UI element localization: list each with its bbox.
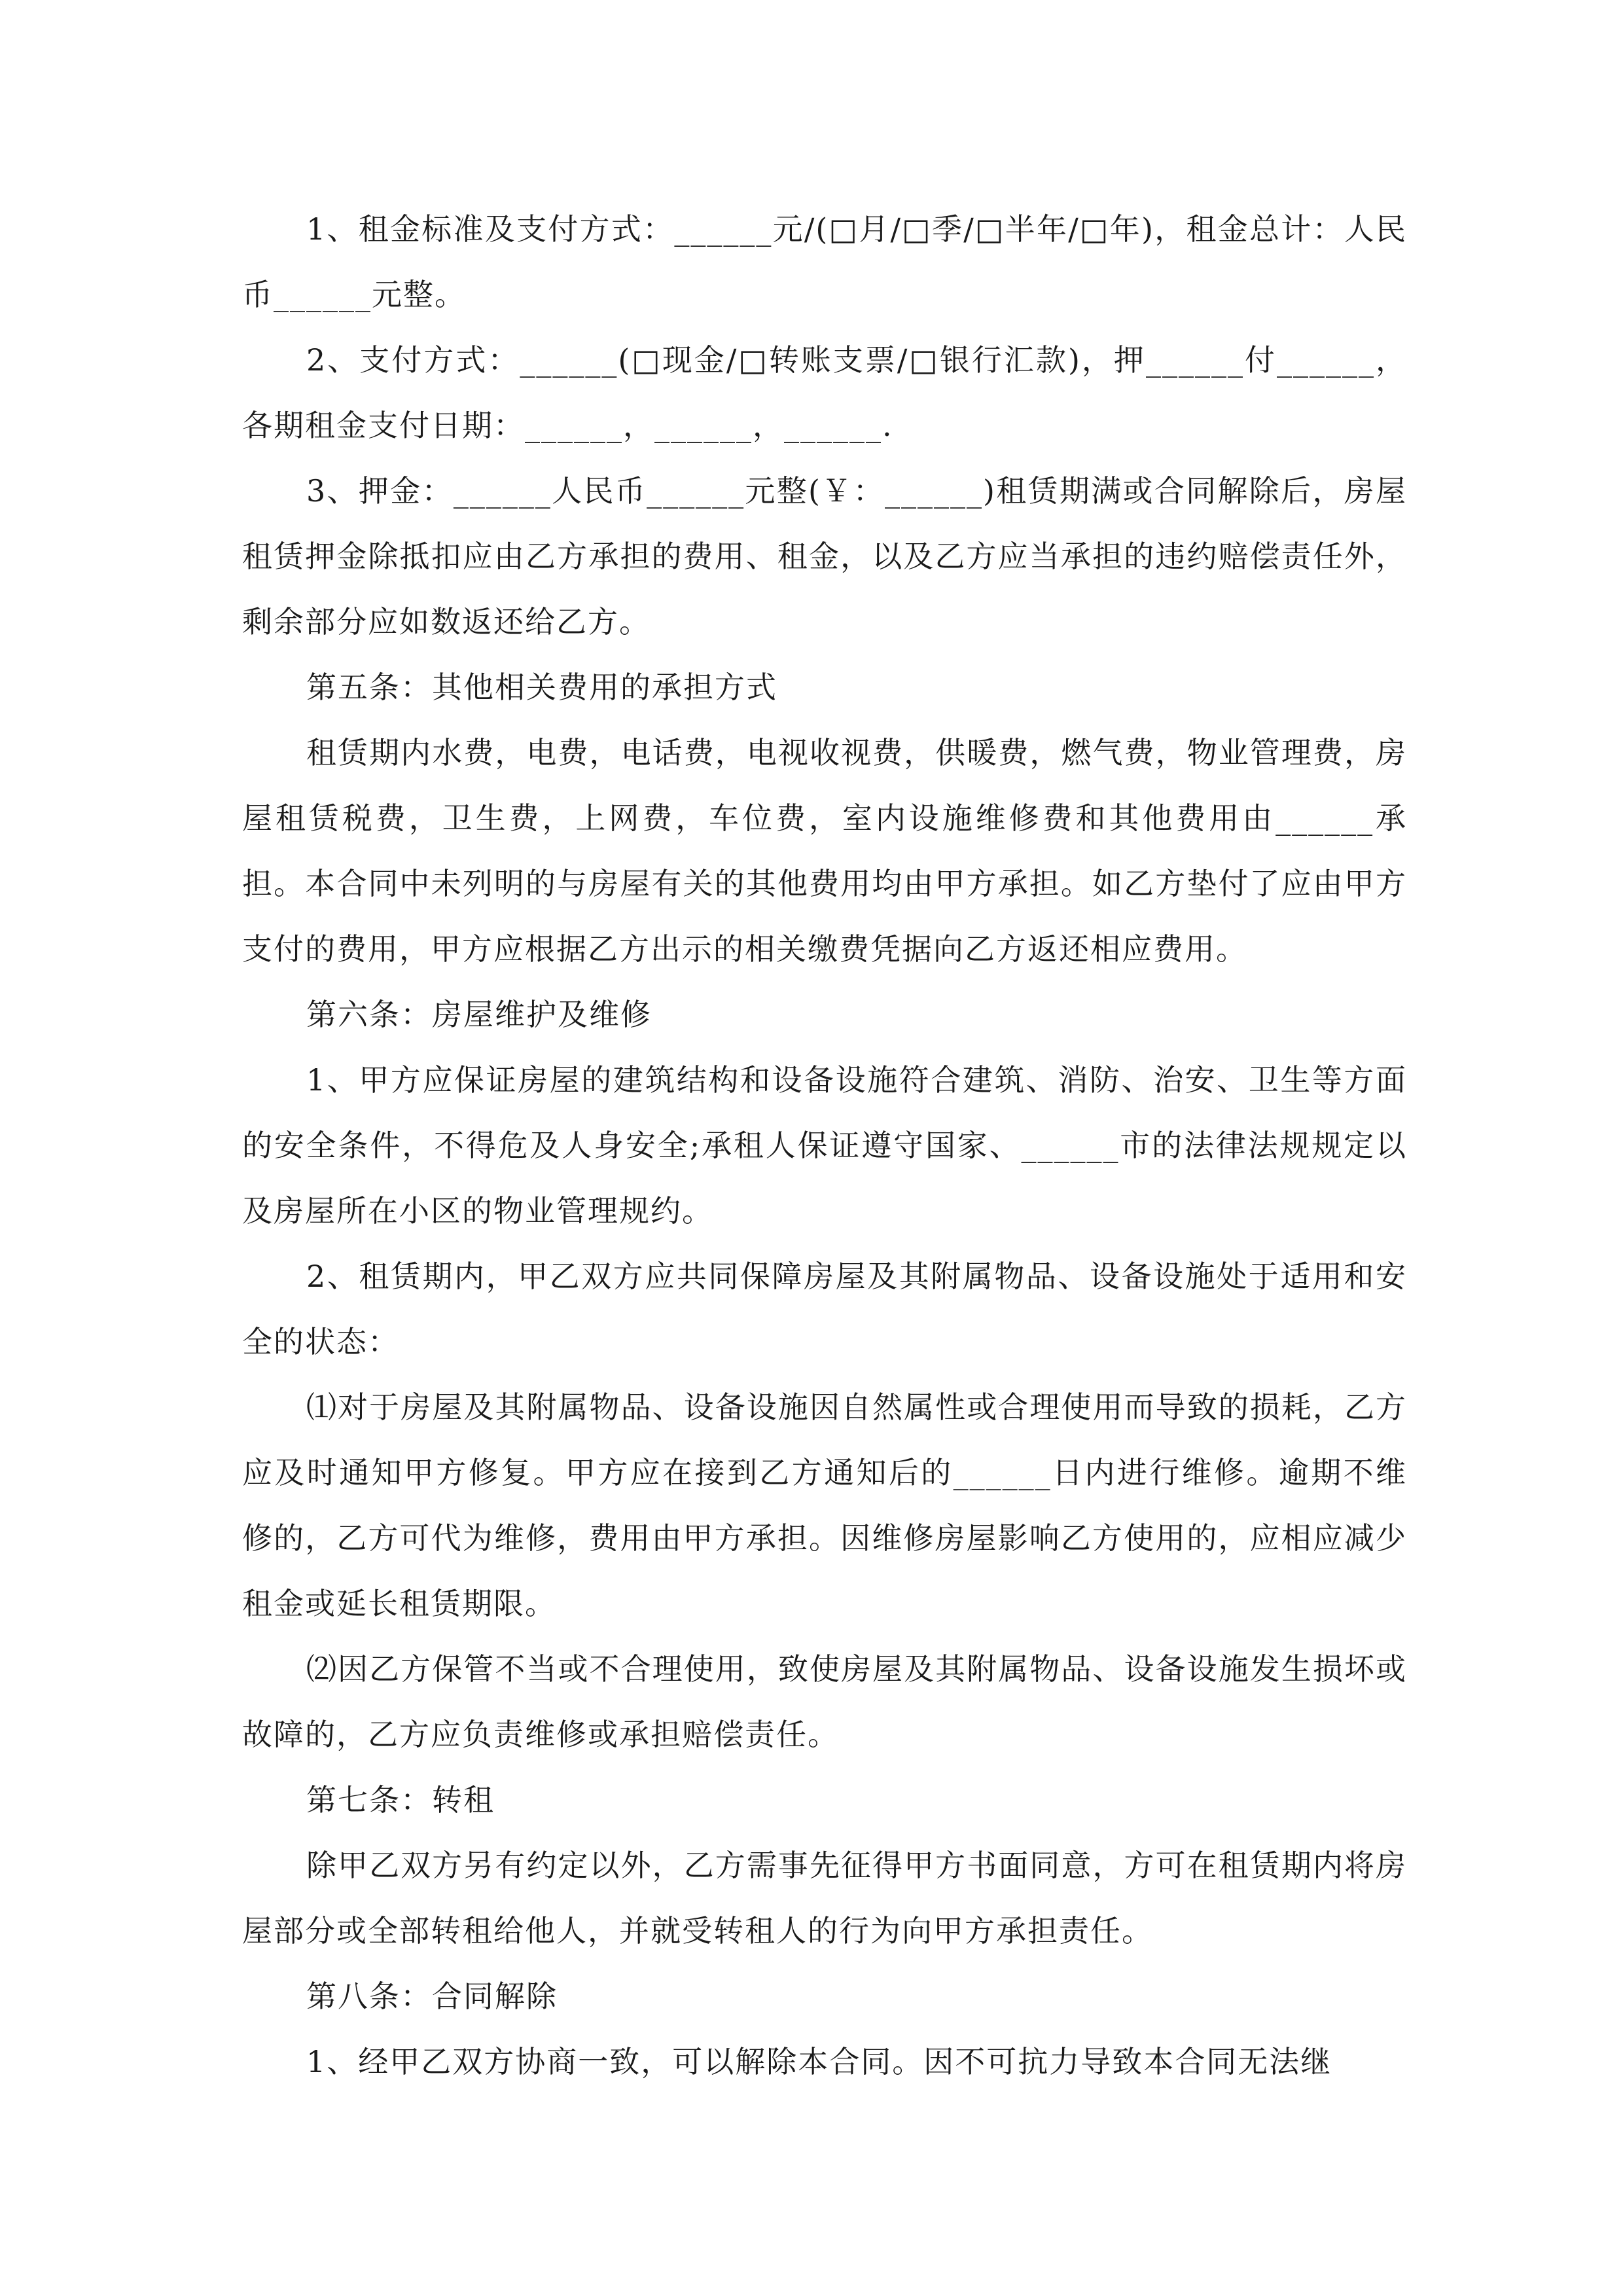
article-6-heading: 第六条：房屋维护及维修 (306, 997, 652, 1032)
clause-rent-standard: 1、租金标准及支付方式：______元/(□月/□季/□半年/□年)，租金总计：人民币______元整。 (242, 211, 1407, 312)
article-7-heading: 第七条：转租 (306, 1782, 495, 1818)
article-7-body: 除甲乙双方另有约定以外，乙方需事先征得甲方书面同意，方可在租赁期内将房屋部分或全部转租给他人，并就受转租人的行为向甲方承担责任。 (242, 1848, 1407, 1948)
article-6-clause-2: 2、租赁期内，甲乙双方应共同保障房屋及其附属物品、设备设施处于适用和安全的状态： (242, 1259, 1407, 1359)
article-6-item-1: ⑴对于房屋及其附属物品、设备设施因自然属性或合理使用而导致的损耗，乙方应及时通知甲方修复。甲方应在接到乙方通知后的______日内进行维修。逾期不维修的，乙方可代为维修，费用由甲方承担。因维修房屋影响乙方使用的，应相应减少租金或延长租赁期限。 (242, 1390, 1407, 1621)
clause-payment-method: 2、支付方式：______(□现金/□转账支票/□银行汇款)，押______付______，各期租金支付日期：______，______，______. (242, 342, 1407, 443)
article-8-heading: 第八条：合同解除 (306, 1979, 558, 2014)
document-body (242, 196, 1407, 2094)
clause-deposit: 3、押金：______人民币______元整(￥：______)租赁期满或合同解除后，房屋租赁押金除抵扣应由乙方承担的费用、租金，以及乙方应当承担的违约赔偿责任外，剩余部分应如数返还给乙方。 (242, 473, 1407, 639)
article-6-item-2: ⑵因乙方保管不当或不合理使用，致使房屋及其附属物品、设备设施发生损坏或故障的，乙方应负责维修或承担赔偿责任。 (242, 1651, 1407, 1752)
article-5-body: 租赁期内水费，电费，电话费，电视收视费，供暖费，燃气费，物业管理费，房屋租赁税费，卫生费，上网费，车位费，室内设施维修费和其他费用由______承担。本合同中未列明的与房屋有关的其他费用均由甲方承担。如乙方垫付了应由甲方支付的费用，甲方应根据乙方出示的相关缴费凭据向乙方返还相应费用。 (242, 735, 1407, 967)
article-8-clause-1: 1、经甲乙双方协商一致，可以解除本合同。因不可抗力导致本合同无法继 (306, 2044, 1332, 2079)
article-5-heading: 第五条：其他相关费用的承担方式 (306, 670, 777, 705)
article-6-clause-1: 1、甲方应保证房屋的建筑结构和设备设施符合建筑、消防、治安、卫生等方面的安全条件，不得危及人身安全;承租人保证遵守国家、______市的法律法规规定以及房屋所在小区的物业管理规约。 (242, 1062, 1407, 1229)
